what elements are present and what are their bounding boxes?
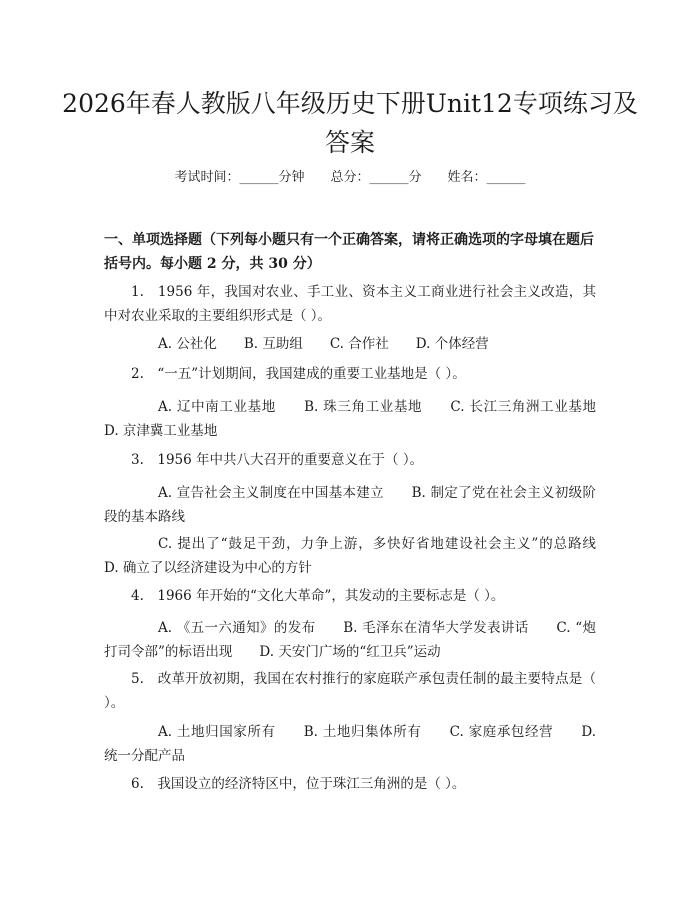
name-blank: ______ [486,170,526,185]
question-2: 2. “一五”计划期间，我国建成的重要工业基地是（ ）。 [131,366,466,382]
name-label: 姓名： [447,170,487,185]
question-4: 4. 1966 年开始的“文化大革命”，其发动的主要标志是（ ）。 [131,588,505,604]
question-5: 5. 改革开放初期，我国在农村推行的家庭联产承包责任制的最主要特点是（ ）。 [104,671,596,711]
time-label: 考试时间： [174,170,240,185]
question-1: 1. 1956 年，我国对农业、手工业、资本主义工商业进行社会主义改造，其中对农业采取的主要组织形式是（ ）。 [104,284,596,324]
section-heading: 一、单项选择题（下列每小题只有一个正确答案，请将正确选项的字母填在题后括号内。每小题 2 分，共 30 分） [104,232,594,272]
time-unit: 分钟 [278,170,305,185]
score-label: 总分： [330,170,370,185]
question-3: 3. 1956 年中共八大召开的重要意义在于（ ）。 [131,452,424,468]
question-6: 6. 我国设立的经济特区中，位于珠江三角洲的是（ ）。 [131,776,466,792]
score-blank: ______ [369,170,409,185]
score-unit: 分 [408,170,422,185]
question-3-options-cd: C. 提出了“鼓足干劲，力争上游，多快好省地建设社会主义”的总路线 D. 确立了以经济建设为中心的方针 [104,536,610,576]
exam-info-line [0,168,700,188]
document-title: 2026年春人教版八年级历史下册Unit12专项练习及答案 [62,89,638,157]
question-3-options-ab: A. 宣告社会主义制度在中国基本建立 B. 制定了党在社会主义初级阶段的基本路线 [104,485,596,525]
question-5-options: A. 土地归国家所有 B. 土地归集体所有 C. 家庭承包经营 D. 统一分配产品 [104,724,596,764]
question-1-options: A. 公社化 B. 互助组 C. 合作社 D. 个体经营 [158,336,489,352]
question-4-options: A. 《五一六通知》的发布 B. 毛泽东在清华大学发表讲话 C. “炮打司令部”的标语出现 D. 天安门广场的“红卫兵”运动 [104,620,596,660]
time-blank: ______ [239,170,279,185]
question-2-options: A. 辽中南工业基地 B. 珠三角工业基地 C. 长江三角洲工业基地 D. 京津冀工业基地 [104,399,610,439]
